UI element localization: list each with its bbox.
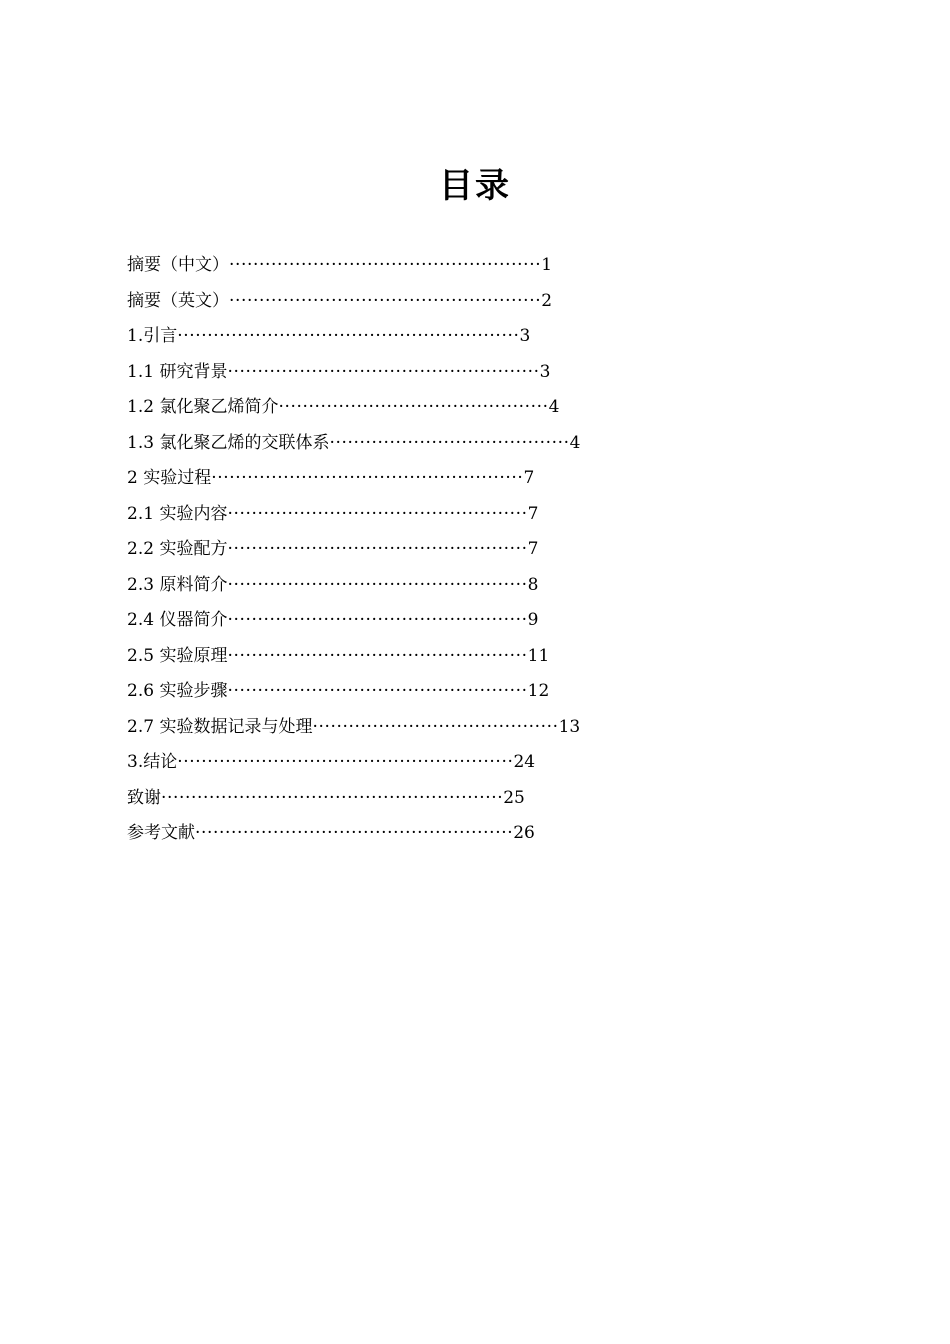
toc-entry-page: 2 bbox=[541, 290, 553, 311]
toc-entry bbox=[127, 319, 580, 355]
toc-entry-page: 8 bbox=[527, 574, 539, 595]
toc-entry-page: 4 bbox=[569, 432, 581, 453]
toc-entry-label: 2.6 实验步骤 bbox=[127, 681, 228, 701]
toc-entry-page: 25 bbox=[503, 787, 525, 808]
toc-leader-dots: ···················································· bbox=[229, 290, 542, 311]
toc-entry-page: 3 bbox=[539, 361, 551, 382]
toc-leader-dots: ·················································· bbox=[227, 610, 528, 630]
toc-entry-label: 1.引言 bbox=[127, 326, 178, 346]
toc-entry-label: 摘要（中文） bbox=[127, 255, 229, 275]
toc-entry bbox=[127, 426, 580, 462]
toc-entry bbox=[127, 532, 580, 568]
toc-entry-label: 2.7 实验数据记录与处理 bbox=[127, 716, 313, 737]
toc-entry bbox=[127, 355, 580, 391]
toc-entry bbox=[127, 745, 580, 781]
toc-entry bbox=[127, 603, 580, 639]
toc-entry-label: 2.3 原料简介 bbox=[127, 574, 228, 595]
toc-leader-dots: ········································· bbox=[312, 716, 559, 737]
toc-entry-label: 1.3 氯化聚乙烯的交联体系 bbox=[127, 432, 330, 453]
toc-entry-page: 24 bbox=[513, 752, 536, 772]
toc-leader-dots: ·················································· bbox=[227, 681, 528, 701]
toc-entry bbox=[127, 781, 580, 817]
toc-leader-dots: ·················································· bbox=[227, 645, 528, 666]
toc-entry bbox=[127, 568, 580, 604]
toc-entry-label: 1.2 氯化聚乙烯简介 bbox=[127, 397, 279, 417]
toc-entry-label: 1.1 研究背景 bbox=[127, 361, 228, 382]
toc-leader-dots: ············································· bbox=[278, 397, 549, 417]
toc-entry bbox=[127, 248, 580, 284]
toc-entry-page: 12 bbox=[527, 681, 550, 701]
toc-entry-page: 13 bbox=[558, 716, 581, 737]
toc-leader-dots: ···················································· bbox=[227, 361, 540, 382]
toc-leader-dots: ·················································· bbox=[227, 539, 528, 559]
toc-leader-dots: ·················································· bbox=[227, 574, 528, 595]
toc-entry-page: 26 bbox=[513, 823, 535, 843]
toc-entry bbox=[127, 710, 580, 746]
toc-entry-label: 2.1 实验内容 bbox=[127, 503, 228, 524]
toc-entry-label: 2.5 实验原理 bbox=[127, 645, 228, 666]
toc-entry-label: 摘要（英文） bbox=[127, 290, 229, 311]
toc-leader-dots: ····················································· bbox=[195, 823, 514, 843]
toc-entry bbox=[127, 674, 580, 710]
toc-entry-page: 7 bbox=[527, 503, 539, 524]
toc-entry-page: 9 bbox=[527, 610, 539, 630]
toc-entry-page: 7 bbox=[523, 468, 535, 488]
toc-leader-dots: ···················································· bbox=[211, 468, 524, 488]
toc-entry-label: 2.2 实验配方 bbox=[127, 539, 228, 559]
toc-title: 目录 bbox=[439, 166, 511, 206]
toc-entry bbox=[127, 461, 580, 497]
toc-entry bbox=[127, 390, 580, 426]
toc-leader-dots: ·················································· bbox=[227, 503, 528, 524]
toc-entry-page: 3 bbox=[519, 326, 531, 346]
toc-entry bbox=[127, 816, 580, 852]
toc-entry bbox=[127, 639, 580, 675]
toc-entry-label: 2.4 仪器简介 bbox=[127, 610, 228, 630]
toc-leader-dots: ···················································· bbox=[229, 255, 542, 275]
toc-entry-page: 7 bbox=[527, 539, 539, 559]
toc-entry-page: 1 bbox=[541, 255, 553, 275]
toc-entry-page: 11 bbox=[527, 645, 550, 666]
toc-entry-label: 致谢 bbox=[127, 787, 161, 808]
toc-entry-label: 2 实验过程 bbox=[127, 468, 212, 488]
toc-leader-dots: ························································ bbox=[177, 752, 514, 772]
toc-entry bbox=[127, 497, 580, 533]
toc-entry bbox=[127, 284, 580, 320]
toc-entry-page: 4 bbox=[548, 397, 560, 417]
toc-leader-dots: ········································ bbox=[329, 432, 570, 453]
toc-leader-dots: ························································· bbox=[161, 787, 504, 808]
toc-entry-label: 3.结论 bbox=[127, 752, 178, 772]
toc-list bbox=[127, 248, 580, 852]
toc-entry-label: 参考文献 bbox=[127, 823, 195, 843]
toc-leader-dots: ························································· bbox=[177, 326, 520, 346]
